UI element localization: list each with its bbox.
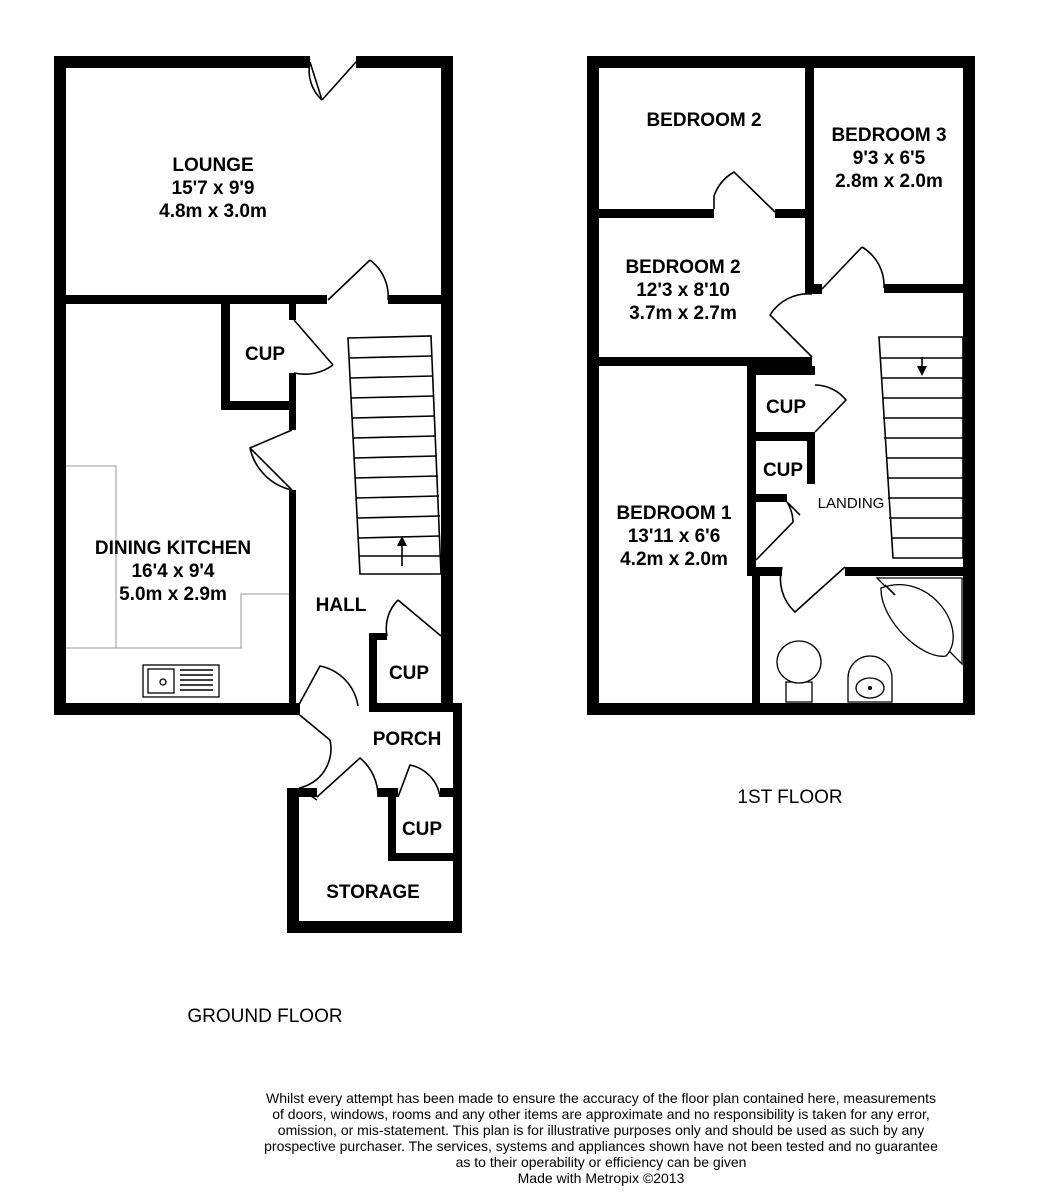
disclaimer-text: Whilst every attempt has been made to ensure the accuracy of the floor plan contained here, measurements of doors, windows, rooms and any other items are approximate and no responsibility is taken for any error, omission, or mis-statement. This plan is for illustrative purposes only and should be used as such by any prospective purchaser. The services, systems and appliances shown have not been tested and no guarantee as to their operability or efficiency can be given Made with Metropix ©2013 xyxy=(264,1090,938,1186)
room-label-lounge: LOUNGE 15'7 x 9'9 4.8m x 3.0m xyxy=(159,155,267,222)
room-label-bedroom1: BEDROOM 1 13'11 x 6'6 4.2m x 2.0m xyxy=(616,503,732,570)
room-label-bedroom2-top: BEDROOM 2 xyxy=(646,110,762,131)
ground-floor-doors xyxy=(250,62,441,800)
room-label-cup-upper: CUP xyxy=(765,397,807,418)
room-label-cup-lower: CUP xyxy=(762,460,804,481)
room-label-dining-kitchen: DINING KITCHEN 16'4 x 9'4 5.0m x 2.9m xyxy=(94,538,252,605)
room-label-cup-hall: CUP xyxy=(388,663,430,684)
room-label-cup-porch: CUP xyxy=(401,819,443,840)
room-label-storage: STORAGE xyxy=(326,882,420,903)
room-label-cup-kitchen: CUP xyxy=(244,344,286,365)
bathroom-fittings xyxy=(777,578,962,702)
ground-floor-title: GROUND FLOOR xyxy=(187,1006,343,1027)
room-label-porch: PORCH xyxy=(372,729,442,750)
first-floor-stairs xyxy=(879,337,963,558)
first-floor-title: 1ST FLOOR xyxy=(737,787,843,808)
room-label-bedroom2: BEDROOM 2 12'3 x 8'10 3.7m x 2.7m xyxy=(625,257,741,324)
room-label-landing: LANDING xyxy=(817,495,885,512)
ground-floor-stairs xyxy=(348,336,441,574)
first-floor-doors xyxy=(714,172,884,612)
room-label-hall: HALL xyxy=(315,595,367,616)
room-label-bedroom3: BEDROOM 3 9'3 x 6'5 2.8m x 2.0m xyxy=(831,125,947,192)
